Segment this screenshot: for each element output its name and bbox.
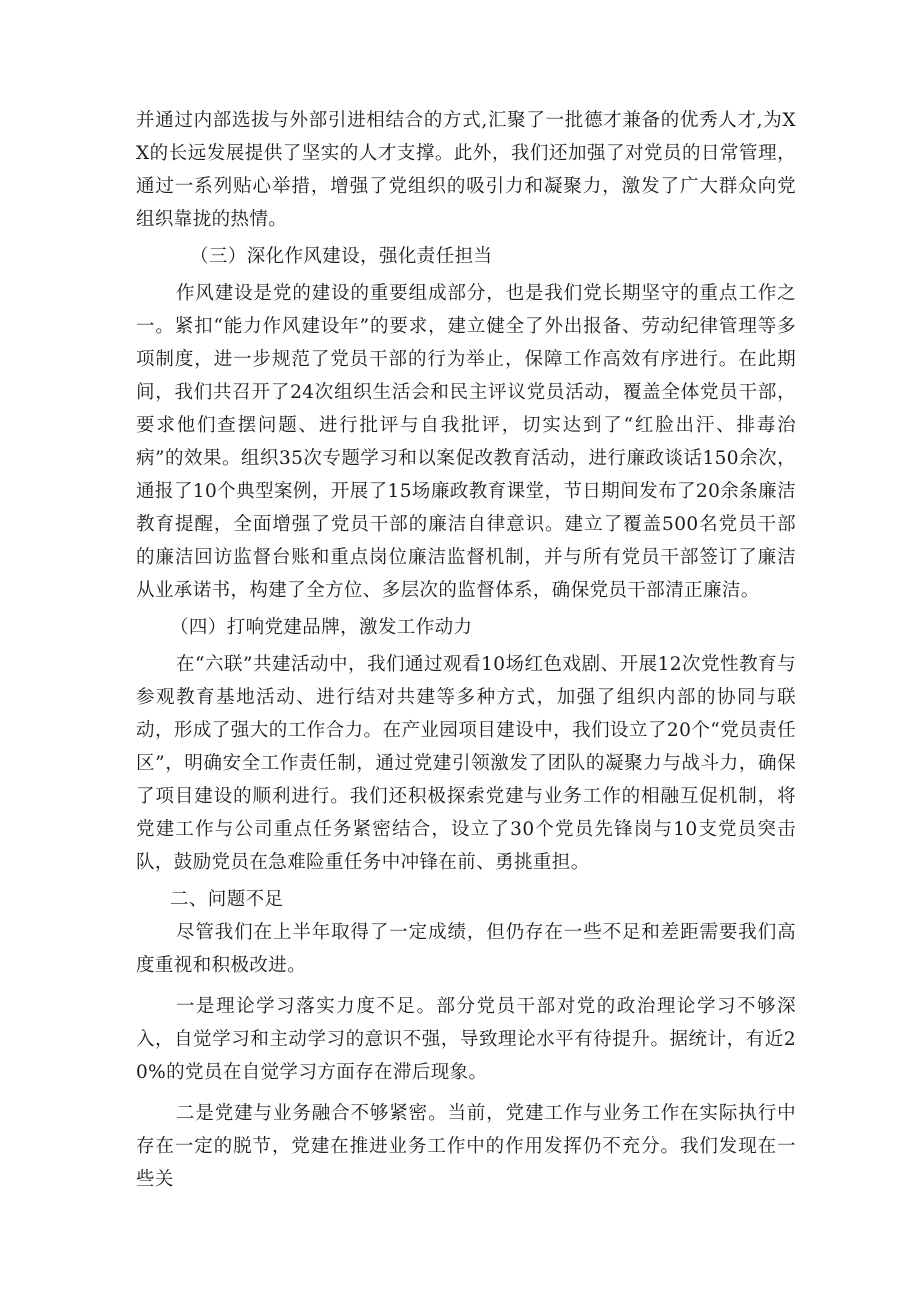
paragraph-problems-intro: 尽管我们在上半年取得了一定成绩，但仍存在一些不足和差距需要我们高度重视和积极改进。 [136,922,796,976]
paragraph-party-brand: 在“六联”共建活动中，我们通过观看10场红色戏剧、开展12次党性教育与参观教育基地活动、进行结对共建等多种方式，加强了组织内部的协同与联动，形成了强大的工作合力。在产业园项目建设中，我们设立了20个“党员责任区”，明确安全工作责任制，通过党建引领激发了团队的凝聚力与战斗力，确保了项目建设的顺利进行。我们还积极探索党建与业务工作的相融互促机制，将党建工作与公司重点任务紧密结合，设立了30个党员先锋岗与10支党员突击队，鼓励党员在急难险重任务中冲锋在前、勇挑重担。 [136,654,796,873]
paragraph-problem-2: 二是党建与业务融合不够紧密。当前，党建工作与业务工作在实际执行中存在一定的脱节，党建在推进业务工作中的作用发挥仍不充分。我们发现在一些关 [136,1103,796,1190]
heading-problems: 二、问题不足 [170,889,284,910]
paragraph-problem-1: 一是理论学习落实力度不足。部分党员干部对党的政治理论学习不够深入，自觉学习和主动学习的意识不强，导致理论水平有待提升。据统计，有近20%的党员在自觉学习方面存在滞后现象。 [136,996,796,1083]
heading-section-3: （三）深化作风建设，强化责任担当 [190,246,493,267]
paragraph-style-building: 作风建设是党的建设的重要组成部分，也是我们党长期坚守的重点工作之一。紧扣“能力作风建设年”的要求，建立健全了外出报备、劳动纪律管理等多项制度，进一步规范了党员干部的行为举止，保障工作高效有序进行。在此期间，我们共召开了24次组织生活会和民主评议党员活动，覆盖全体党员干部，要求他们查摆问题、进行批评与自我批评，切实达到了“红脸出汗、排毒治病”的效果。组织35次专题学习和以案促改教育活动，进行廉政谈话150余次，通报了10个典型案例，开展了15场廉政教育课堂，节日期间发布了20余条廉洁教育提醒，全面增强了党员干部的廉洁自律意识。建立了覆盖500名党员干部的廉洁回访监督台账和重点岗位廉洁监督机制，并与所有党员干部签订了廉洁从业承诺书，构建了全方位、多层次的监督体系，确保党员干部清正廉洁。 [136,283,796,601]
document-page [136,104,796,1196]
paragraph-talent: 并通过内部选拔与外部引进相结合的方式,汇聚了一批德才兼备的优秀人才,为XX的长远发展提供了坚实的人才支撑。此外，我们还加强了对党员的日常管理，通过一系列贴心举措，增强了党组织的吸引力和凝聚力，激发了广大群众向党组织靠拢的热情。 [136,110,796,230]
heading-section-4: （四）打响党建品牌，激发工作动力 [170,617,473,638]
